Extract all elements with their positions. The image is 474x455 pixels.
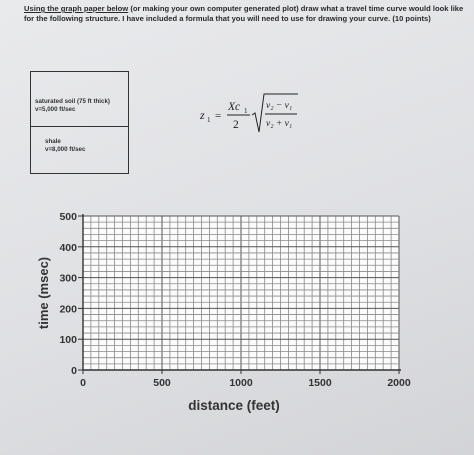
x-tick-label: 2000: [387, 377, 411, 389]
formula-denominator: 2: [233, 119, 239, 131]
y-tick-label: 500: [59, 211, 77, 223]
x-tick-label: 0: [80, 377, 86, 389]
graph-paper-grid: [83, 216, 399, 370]
formula-radical-numerator: v₂ − v₁: [266, 101, 293, 111]
y-tick-label: 300: [59, 272, 77, 285]
formula-radical-denominator: v₂ + v₁: [266, 119, 293, 129]
y-tick-label: 200: [59, 303, 77, 316]
top-layer-name: saturated soil (75 ft thick): [35, 98, 110, 105]
y-axis-ticks: [59, 211, 83, 377]
formula-numerator: Xc: [228, 101, 241, 113]
instructions-underlined: Using the graph paper below: [24, 4, 129, 13]
y-axis-label: time (msec): [36, 256, 51, 330]
bottom-layer-velocity: v=8,000 ft/sec: [45, 145, 86, 153]
top-layer-velocity: v=5,000 ft/sec: [35, 105, 76, 113]
formula-numerator-sub: 1: [244, 107, 248, 115]
x-axis-label: distance (feet): [188, 398, 280, 413]
x-tick-label: 500: [153, 377, 171, 389]
formula-lhs-sub: 1: [207, 116, 211, 124]
y-tick-label: 400: [59, 241, 77, 254]
y-tick-label: 100: [59, 334, 77, 347]
x-tick-label: 1500: [308, 377, 332, 389]
formula-lhs: z: [200, 108, 205, 122]
x-tick-label: 1000: [229, 377, 253, 389]
y-tick-label: 0: [71, 365, 77, 377]
bottom-layer-name: shale: [45, 138, 61, 145]
x-axis-ticks: [80, 370, 411, 389]
formula-equals: =: [215, 110, 222, 122]
instructions-text: (or making your own computer generated plot) draw what a travel time curve would look like for the following structure. I have included a formula that you will need to use for drawing your curve. (10 points): [24, 4, 464, 23]
